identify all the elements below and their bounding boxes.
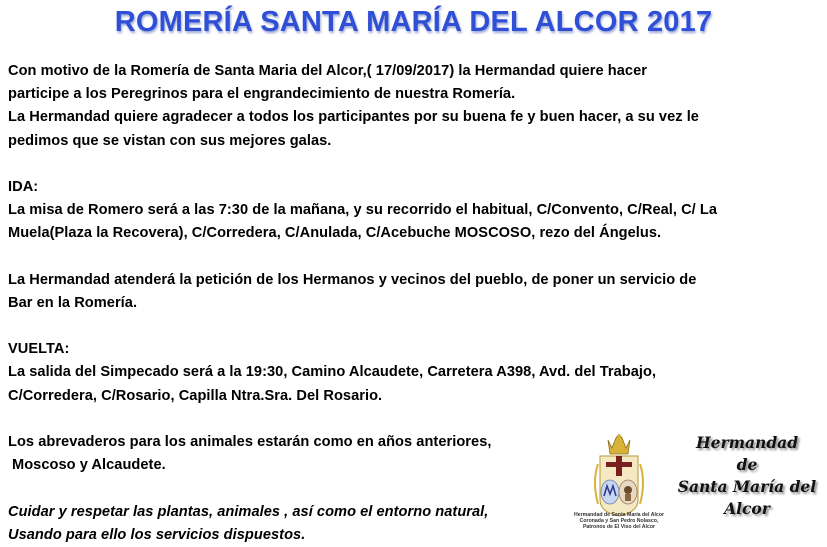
- bar-line-2: Bar en la Romería.: [8, 294, 138, 311]
- intro-line-1: Con motivo de la Romería de Santa Maria del Alcor,( 17/09/2017) la Hermandad quiere hacer: [8, 63, 647, 79]
- hermandad-signature: [672, 432, 822, 520]
- ida-heading: IDA:: [8, 178, 39, 195]
- signature-line-1: Hermandad: [695, 433, 799, 452]
- signature-line-4: Alcor: [724, 499, 770, 518]
- bar-line-1: La Hermandad atenderá la petición de los Hermanos y vecinos del pueblo, de poner un servicio de: [8, 271, 697, 288]
- crown-icon: [608, 434, 630, 454]
- intro-line-2: participe a los Peregrinos para el engrandecimiento de nuestra Romería.: [8, 86, 516, 103]
- paragraph-gap: [8, 246, 823, 269]
- abrevaderos-line-2: Moscoso y Alcaudete.: [12, 457, 166, 474]
- cuidar-line-2: Usando para ello los servicios dispuestos.: [8, 526, 306, 543]
- paragraph-gap: [8, 153, 823, 176]
- crest-caption-line-3: Patronos de El Viso del Alcor: [582, 524, 656, 531]
- vuelta-heading: VUELTA:: [8, 341, 70, 358]
- crest-caption: [566, 512, 672, 531]
- intro-line-4: pedimos que se vistan con sus mejores galas.: [8, 132, 332, 149]
- paragraph-gap: [8, 408, 823, 431]
- page-title: ROMERÍA SANTA MARÍA DEL ALCOR 2017: [114, 6, 713, 38]
- crest-caption-line-2: Coronada y San Pedro Nolasco,: [579, 518, 659, 525]
- abrevaderos-line-1: Los abrevaderos para los animales estarán como en años anteriores,: [8, 434, 492, 450]
- vuelta-line-2: C/Corredera, C/Rosario, Capilla Ntra.Sra. Del Rosario.: [8, 387, 383, 404]
- crest-caption-line-1: Hermandad de Santa María del Alcor: [573, 512, 665, 518]
- intro-line-3: La Hermandad quiere agradecer a todos los participantes por su buena fe y buen hacer, a su vez le: [8, 109, 699, 126]
- signature-line-2: de: [736, 455, 758, 474]
- cuidar-line-1: Cuidar y respetar las plantas, animales , así como el entorno natural,: [8, 503, 489, 520]
- ida-line-1: La misa de Romero será a las 7:30 de la mañana, y su recorrido el habitual, C/Convento, C/Real, C/ La: [8, 202, 718, 219]
- ida-line-2: Muela(Plaza la Recovera), C/Corredera, C/Anulada, C/Acebuche MOSCOSO, rezo del Ángelus.: [8, 225, 662, 242]
- paragraph-gap: [8, 315, 823, 338]
- vuelta-line-1: La salida del Simpecado será a la 19:30, Camino Alcaudete, Carretera A398, Avd. del Trabajo,: [8, 364, 657, 381]
- signature-line-3: Santa María del: [677, 477, 817, 496]
